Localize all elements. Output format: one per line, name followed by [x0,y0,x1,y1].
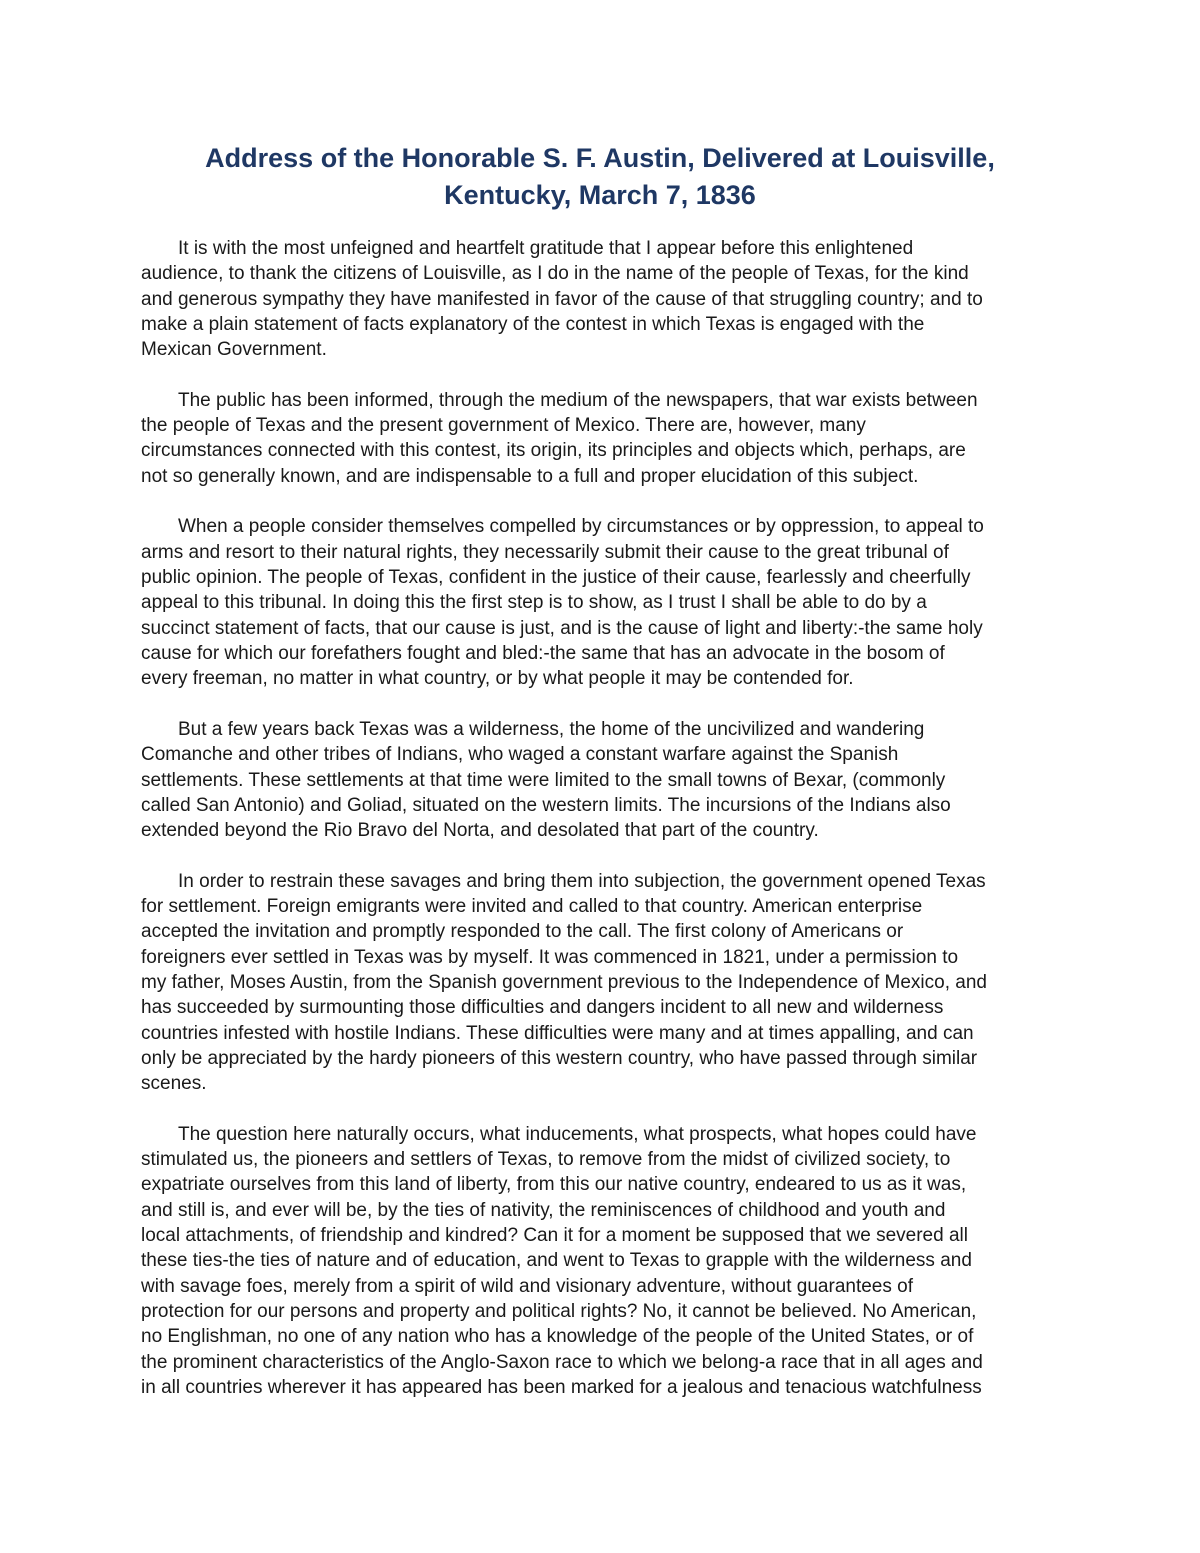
paragraph-5 [141,869,1071,1097]
text-line: no Englishman, no one of any nation who has a knowledge of the people of the United States, or of [141,1326,974,1348]
text-line: scenes. [141,1073,207,1095]
text-line: Comanche and other tribes of Indians, who waged a constant warfare against the Spanish [141,744,899,766]
text-line: every freeman, no matter in what country, or by what people it may be contended for. [141,668,854,690]
text-line: protection for our persons and property and political rights? No, it cannot be believed. No American, [141,1300,977,1322]
text-line: make a plain statement of facts explanatory of the contest in which Texas is engaged with the [141,313,925,335]
paragraph-4 [141,717,1071,843]
text-line: circumstances connected with this contest, its origin, its principles and objects which, perhaps, are [141,440,966,462]
text-line: called San Antonio) and Goliad, situated on the western limits. The incursions of the Indians also [141,794,951,816]
text-line: local attachments, of friendship and kindred? Can it for a moment be supposed that we severed all [141,1225,968,1247]
text-line: with savage foes, merely from a spirit of wild and visionary adventure, without guarantees of [141,1275,913,1297]
text-line: foreigners ever settled in Texas was by myself. It was commenced in 1821, under a permission to [141,946,959,968]
text-line: appeal to this tribunal. In doing this the first step is to show, as I trust I shall be able to do by a [141,592,927,614]
page-title [130,140,1070,214]
text-line: in all countries wherever it has appeared has been marked for a jealous and tenacious watchfulness [141,1376,982,1398]
title-line: Address of the Honorable S. F. Austin, Delivered at Louisville, [205,143,995,173]
paragraph-1 [141,236,1071,362]
text-line: has succeeded by surmounting those difficulties and dangers incident to all new and wilderness [141,997,944,1019]
paragraph-3 [141,514,1071,691]
text-line: these ties-the ties of nature and of education, and went to Texas to grapple with the wilderness and [141,1250,972,1272]
paragraph-2 [141,388,1071,489]
text-line: countries infested with hostile Indians. These difficulties were many and at times appalling, and can [141,1022,974,1044]
text-line: Mexican Government. [141,339,327,361]
paragraph-6 [141,1122,1071,1400]
text-line: In order to restrain these savages and bring them into subjection, the government opened Texas [178,870,986,892]
title-line: Kentucky, March 7, 1836 [444,180,756,210]
text-line: only be appreciated by the hardy pioneers of this western country, who have passed through similar [141,1047,978,1069]
text-line: The public has been informed, through the medium of the newspapers, that war exists between [178,389,978,411]
text-line: When a people consider themselves compelled by circumstances or by oppression, to appeal to [178,516,984,538]
text-line: settlements. These settlements at that time were limited to the small towns of Bexar, (commonly [141,769,946,791]
text-line: It is with the most unfeigned and heartfelt gratitude that I appear before this enlightened [178,238,914,259]
text-line: audience, to thank the citizens of Louisville, as I do in the name of the people of Texas, for the kind [141,263,969,285]
text-line: arms and resort to their natural rights, they necessarily submit their cause to the great tribunal of [141,541,949,563]
text-line: the people of Texas and the present government of Mexico. There are, however, many [141,415,866,437]
text-line: public opinion. The people of Texas, confident in the justice of their cause, fearlessly and cheerfully [141,567,971,589]
text-line: for settlement. Foreign emigrants were invited and called to that country. American enterprise [141,896,923,918]
document-body [141,236,1071,1426]
text-line: not so generally known, and are indispensable to a full and proper elucidation of this subject. [141,465,919,487]
text-line: my father, Moses Austin, from the Spanish government previous to the Independence of Mexico, and [141,971,987,993]
text-line: extended beyond the Rio Bravo del Norta, and desolated that part of the country. [141,820,819,842]
text-line: cause for which our forefathers fought and bled:-the same that has an advocate in the bosom of [141,642,945,664]
text-line: expatriate ourselves from this land of liberty, from this our native country, endeared to us as it was, [141,1174,967,1196]
text-line: The question here naturally occurs, what inducements, what prospects, what hopes could have [178,1123,977,1145]
text-line: and still is, and ever will be, by the ties of nativity, the reminiscences of childhood and youth and [141,1199,946,1221]
text-line: stimulated us, the pioneers and settlers of Texas, to remove from the midst of civilized society, to [141,1149,951,1171]
text-line: But a few years back Texas was a wilderness, the home of the uncivilized and wandering [178,718,925,740]
text-line: the prominent characteristics of the Anglo-Saxon race to which we belong-a race that in all ages and [141,1351,983,1373]
text-line: and generous sympathy they have manifested in favor of the cause of that struggling country; and to [141,288,983,310]
text-line: accepted the invitation and promptly responded to the call. The first colony of Americans or [141,921,904,943]
text-line: succinct statement of facts, that our cause is just, and is the cause of light and liberty:-the same holy [141,617,983,639]
